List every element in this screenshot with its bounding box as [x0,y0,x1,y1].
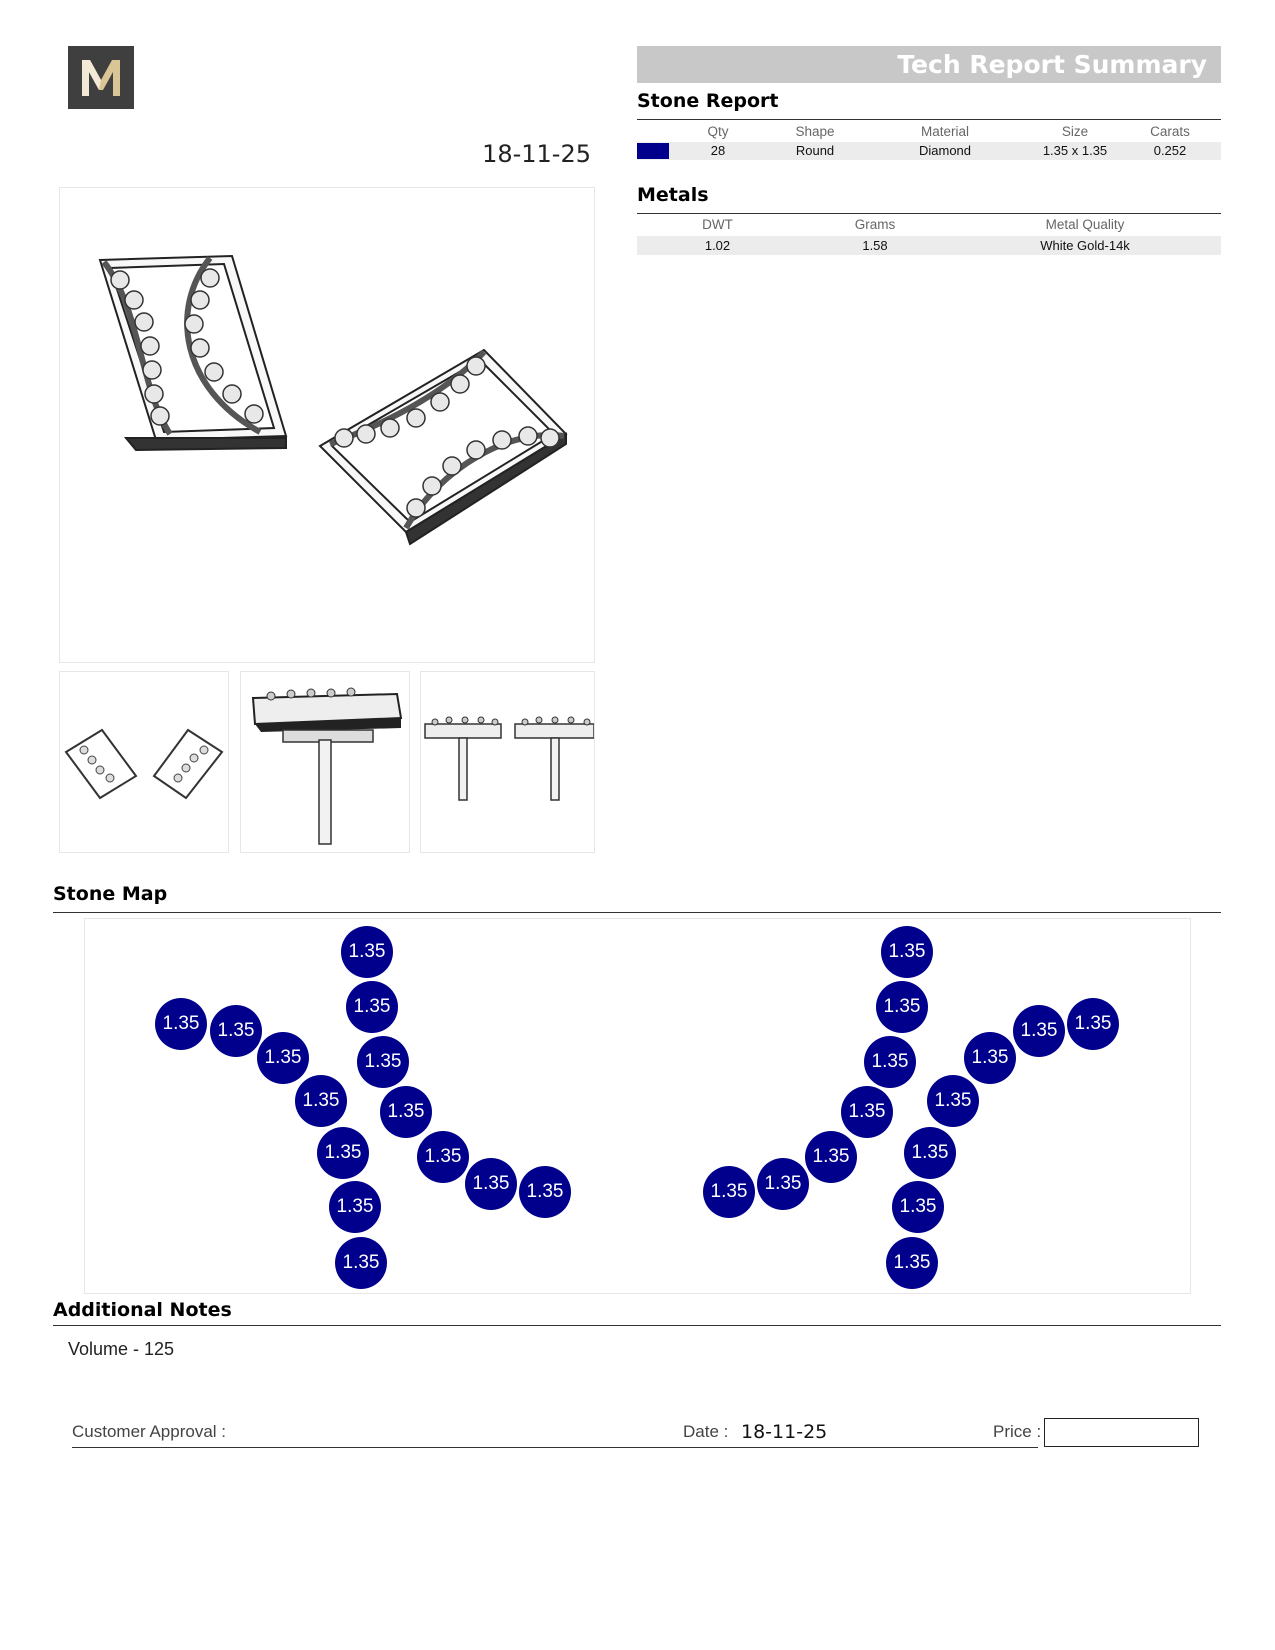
approval-date-label: Date : [683,1422,729,1441]
stone-marker: 1.35 [317,1127,369,1179]
stone-marker: 1.35 [519,1166,571,1218]
stone-map-title: Stone Map [53,883,168,905]
stone-marker: 1.35 [295,1075,347,1127]
thumbnail-top-view[interactable] [59,671,229,853]
stone-marker: 1.35 [210,1005,262,1057]
stone-marker: 1.35 [864,1036,916,1088]
additional-notes-rule [53,1325,1221,1326]
stone-marker: 1.35 [876,981,928,1033]
stone-marker: 1.35 [380,1086,432,1138]
col-material: Material [920,124,969,139]
metals-title: Metals [637,184,709,206]
stone-marker: 1.35 [1013,1005,1065,1057]
cell-carats: 0.252 [1153,143,1187,158]
stone-marker: 1.35 [757,1158,809,1210]
stone-report-title: Stone Report [637,90,779,112]
col-metal-quality: Metal Quality [1045,217,1125,232]
stone-marker: 1.35 [881,926,933,978]
stone-marker: 1.35 [904,1127,956,1179]
stone-marker: 1.35 [155,998,207,1050]
price-label: Price : [993,1422,1042,1441]
stone-marker: 1.35 [357,1036,409,1088]
col-qty: Qty [707,124,729,139]
stone-map-frame [84,918,1191,1294]
approval-date-value: 18-11-25 [741,1421,828,1443]
stone-report-rule [637,119,1221,120]
stone-marker: 1.35 [805,1131,857,1183]
cell-shape: Round [795,143,835,158]
cell-material: Diamond [918,143,972,158]
additional-notes-title: Additional Notes [53,1299,232,1321]
stone-marker: 1.35 [335,1237,387,1289]
col-size: Size [1061,124,1089,139]
col-shape: Shape [795,124,835,139]
stone-marker: 1.35 [841,1086,893,1138]
price-input[interactable] [1044,1418,1199,1447]
stone-marker: 1.35 [964,1032,1016,1084]
thumbnail-top-render [60,672,228,852]
stone-marker: 1.35 [886,1237,938,1289]
earring-render [60,188,594,662]
notes-text: Volume - 125 [68,1339,175,1359]
cell-dwt: 1.02 [704,238,731,253]
title-bar [637,46,1221,83]
main-product-image [59,187,595,663]
col-grams: Grams [854,217,896,232]
cell-qty: 28 [710,143,726,158]
stone-color-swatch [637,143,669,159]
report-title: Tech Report Summary [897,50,1207,79]
report-date: 18-11-25 [482,140,591,168]
cell-metal-quality: White Gold-14k [1040,238,1130,253]
stone-marker: 1.35 [892,1181,944,1233]
stone-marker: 1.35 [1067,998,1119,1050]
metals-rule [637,213,1221,214]
logo-mark [68,46,134,109]
col-dwt: DWT [702,217,733,232]
stone-marker: 1.35 [346,981,398,1033]
stone-marker: 1.35 [465,1158,517,1210]
stone-marker: 1.35 [927,1075,979,1127]
approval-signature-line [72,1447,1038,1448]
thumbnail-side-render [241,672,409,852]
col-carats: Carats [1150,124,1190,139]
customer-approval-label: Customer Approval : [72,1422,227,1441]
stone-marker: 1.35 [341,926,393,978]
thumbnail-front-view[interactable] [420,671,595,853]
cell-size: 1.35 x 1.35 [1042,143,1108,158]
stone-map-rule [53,912,1221,913]
company-logo [68,46,134,109]
cell-grams: 1.58 [862,238,888,253]
stone-marker: 1.35 [329,1181,381,1233]
stone-marker: 1.35 [257,1032,309,1084]
thumbnail-front-render [421,672,594,852]
thumbnail-side-view[interactable] [240,671,410,853]
stone-marker: 1.35 [703,1166,755,1218]
stone-marker: 1.35 [417,1131,469,1183]
